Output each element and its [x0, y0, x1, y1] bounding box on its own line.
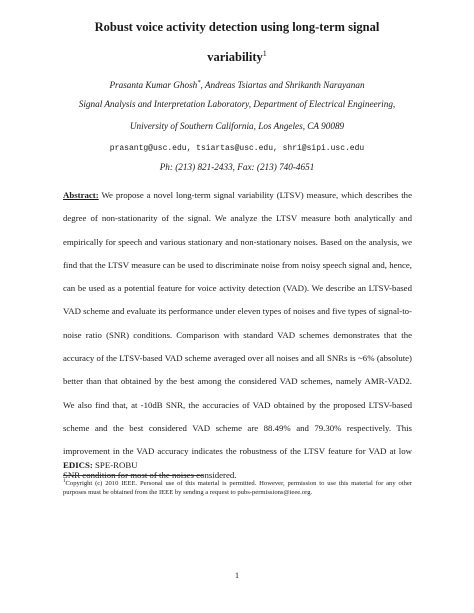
- author-emails: prasantg@usc.edu, tsiartas@usc.edu, shri@sipi.usc.edu: [109, 144, 365, 153]
- page-number: 1: [234, 570, 240, 580]
- copyright-footnote: [63, 477, 412, 497]
- title-text-line2: variability: [207, 50, 263, 65]
- title-text-line1: Robust voice activity detection using long-term signal: [94, 20, 380, 34]
- paper-title-line1: [40, 20, 434, 34]
- title-footnote-mark: 1: [262, 49, 267, 58]
- affiliation-line1: Signal Analysis and Interpretation Laboratory, Department of Electrical Engineering,: [78, 99, 396, 109]
- footnote-text: Copyright (c) 2010 IEEE. Personal use of this material is permitted. However, permission to use this material for any other purposes must be obtained from the IEEE by sending a request to pubs-permissions@ieee.org.: [63, 480, 412, 497]
- author-others: , Andreas Tsiartas and Shrikanth Narayanan: [200, 80, 365, 91]
- contact-phone-fax: Ph: (213) 821-2433, Fax: (213) 740-4651: [159, 162, 315, 172]
- author-first: Prasanta Kumar Ghosh: [109, 80, 198, 91]
- footnote-mark: 1: [63, 479, 66, 484]
- affiliation-line2: University of Southern California, Los Angeles, CA 90089: [129, 121, 345, 131]
- abstract-paragraph: [63, 184, 412, 487]
- author-list: [40, 77, 434, 91]
- abstract-text: We propose a novel long-term signal variability (LTSV) measure, which describes the degree of non-stationarity of the signal. We analyze the LTSV measure both analytically and empirically for speech and various stationary and non-stationary noises. Based on the analysis, we find that the LTSV measure can be used to discriminate noise from noisy speech signal and, hence, can be used as a potential feature for voice activity detection (VAD). We describe an LTSV-based VAD scheme and evaluate its performance under eleven types of noises and five types of signal-to-noise ratio (SNR) conditions. Comparison with standard VAD schemes demonstrates that the accuracy of the LTSV-based VAD scheme averaged over all noises and all SNRs is ~6% (absolute) better than that obtained by the best among the considered VAD schemes, namely AMR-VAD2. We also find that, at -10dB SNR, the accuracies of VAD obtained by the proposed LTSV-based scheme and the best considered VAD scheme are 88.49% and 79.30% respectively. This improvement in the VAD accuracy indicates the robustness of the LTSV feature for VAD at low SNR condition for most of the noises considered.: [63, 190, 412, 480]
- edics-label: EDICS:: [63, 460, 93, 470]
- abstract-label: Abstract:: [63, 190, 99, 200]
- edics-line: [63, 460, 138, 471]
- corresponding-author-mark: *: [197, 79, 201, 86]
- edics-value: SPE-ROBU: [95, 460, 138, 470]
- footnote-divider: [63, 475, 203, 476]
- paper-title-line2: [40, 47, 434, 64]
